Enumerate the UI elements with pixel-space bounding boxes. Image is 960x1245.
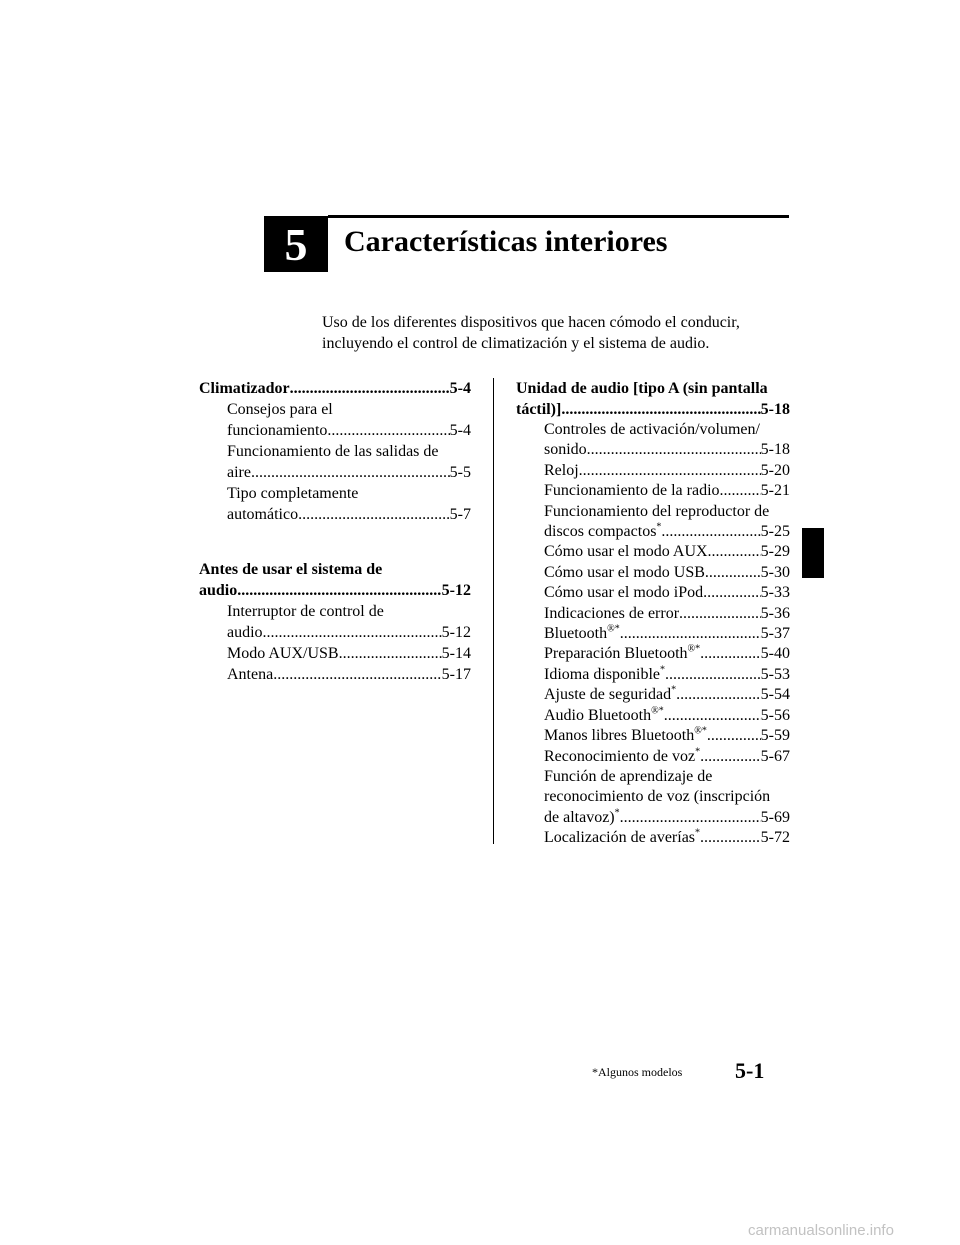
chapter-side-tab: [802, 528, 824, 578]
toc-item[interactable]: Idioma disponible* ..... 5-53: [516, 665, 790, 685]
page-ref: 5-53: [760, 665, 790, 683]
registered-mark: ®: [687, 644, 696, 656]
toc-item[interactable]: Reconocimiento de voz* ..... 5-67: [516, 747, 790, 767]
toc-item[interactable]: Consejos para el funcionamiento ..... 5-4: [199, 399, 471, 441]
page-ref: 5-36: [760, 604, 790, 622]
page-ref: 5-4: [449, 422, 471, 439]
page-ref: 5-17: [441, 666, 471, 683]
footnote-asterisk: *: [671, 684, 677, 696]
chapter-number: 5: [284, 218, 308, 270]
intro-line: Uso de los diferentes dispositivos que hacen cómodo el conducir,: [322, 314, 740, 331]
page-ref: 5-20: [760, 461, 790, 479]
footnote-asterisk: *: [659, 664, 665, 676]
page-ref: 5-59: [760, 727, 790, 745]
toc-item[interactable]: Reloj ..... 5-20: [516, 461, 790, 481]
footnote-asterisk: *: [695, 746, 701, 758]
toc-section-heading[interactable]: Unidad de audio [tipo A (sin pantalla: [516, 380, 768, 397]
page-ref: 5-30: [760, 563, 790, 581]
toc-item[interactable]: Controles de activación/volumen/ sonido ..... 5-18: [516, 420, 790, 461]
chapter-number-box: [264, 216, 328, 272]
page-ref: 5-56: [760, 706, 790, 724]
toc-item[interactable]: Bluetooth®* ..... 5-37: [516, 624, 790, 644]
page-ref: 5-7: [449, 506, 471, 523]
toc-item[interactable]: Audio Bluetooth®* ..... 5-56: [516, 706, 790, 726]
page-ref: 5-54: [760, 686, 790, 704]
column-divider: [493, 378, 494, 844]
footnote-asterisk: *: [658, 705, 664, 717]
footnote-asterisk: *: [614, 807, 620, 819]
toc-item[interactable]: Funcionamiento de la radio ..... 5-21: [516, 481, 790, 501]
page-ref: 5-18: [760, 441, 790, 459]
page-ref: 5-33: [760, 584, 790, 602]
page-ref: 5-72: [760, 829, 790, 847]
toc-item[interactable]: Función de aprendizaje de reconocimiento de voz (inscripción de altavoz)* ..... 5-69: [516, 767, 790, 828]
toc-item[interactable]: Interruptor de control de audio ..... 5-12: [199, 601, 471, 643]
footnote-asterisk: *: [701, 725, 707, 737]
chapter-title: Características interiores: [344, 225, 668, 258]
toc-item[interactable]: Tipo completamente automático ..... 5-7: [199, 483, 471, 525]
toc-section-unidad-de-audio: [516, 378, 790, 849]
page-ref: 5-5: [449, 464, 471, 481]
page-ref: 5-25: [760, 523, 790, 541]
page-ref: 5-12: [441, 624, 471, 641]
toc-left-column: [199, 378, 471, 685]
footnote-asterisk: *: [614, 623, 620, 635]
page-number: 5-1: [735, 1058, 765, 1083]
toc-item[interactable]: Funcionamiento de las salidas de aire ..... 5-5: [199, 441, 471, 483]
toc-item[interactable]: Indicaciones de error ..... 5-36: [516, 604, 790, 624]
chapter-intro: [322, 312, 792, 354]
watermark: carmanualsonline.info: [748, 1222, 894, 1239]
page-ref: 5-40: [760, 645, 790, 663]
toc-item[interactable]: Ajuste de seguridad* ..... 5-54: [516, 685, 790, 705]
toc-section-heading-cont[interactable]: táctil)] ..... 5-18: [516, 399, 790, 420]
page-ref: 5-69: [760, 808, 790, 826]
toc-section-climatizador: [199, 378, 471, 525]
toc-item[interactable]: Cómo usar el modo AUX ..... 5-29: [516, 542, 790, 562]
chapter-title-rule: [328, 215, 789, 218]
toc-item[interactable]: Cómo usar el modo USB ..... 5-30: [516, 563, 790, 583]
toc-item[interactable]: Cómo usar el modo iPod ..... 5-33: [516, 583, 790, 603]
toc-item[interactable]: Manos libres Bluetooth®* ..... 5-59: [516, 726, 790, 746]
toc-item[interactable]: Antena ..... 5-17: [199, 664, 471, 685]
page-ref: 5-37: [760, 625, 790, 643]
toc-section-heading[interactable]: Antes de usar el sistema de: [199, 561, 383, 578]
toc-section-heading-cont[interactable]: audio ..... 5-12: [199, 580, 471, 601]
toc-item[interactable]: Localización de averías* ..... 5-72: [516, 828, 790, 848]
toc-right-column: [516, 378, 790, 849]
page-ref: 5-29: [760, 543, 790, 561]
toc-section-heading[interactable]: Climatizador ..... 5-4: [199, 378, 471, 399]
footnote-asterisk: *: [656, 521, 662, 533]
toc-item[interactable]: Preparación Bluetooth®* ..... 5-40: [516, 644, 790, 664]
registered-mark: ®: [607, 623, 615, 635]
page-ref: 5-14: [441, 645, 471, 662]
toc-item[interactable]: Modo AUX/USB ..... 5-14: [199, 643, 471, 664]
registered-mark: ®: [694, 725, 702, 737]
intro-line: incluyendo el control de climatización y el sistema de audio.: [322, 335, 710, 352]
registered-mark: ®: [651, 705, 659, 717]
page-ref: 5-12: [441, 582, 471, 599]
page-ref: 5-4: [449, 380, 471, 397]
toc-item[interactable]: Funcionamiento del reproductor de discos compactos* ..... 5-25: [516, 502, 790, 543]
footnote-asterisk: *: [695, 644, 701, 656]
page-ref: 5-18: [760, 401, 790, 418]
page-ref: 5-21: [760, 482, 790, 500]
toc-section-antes-de-usar: [199, 559, 471, 685]
footnote-asterisk: *: [695, 827, 701, 839]
footer-note: *Algunos modelos: [592, 1065, 683, 1079]
page-ref: 5-67: [760, 747, 790, 765]
